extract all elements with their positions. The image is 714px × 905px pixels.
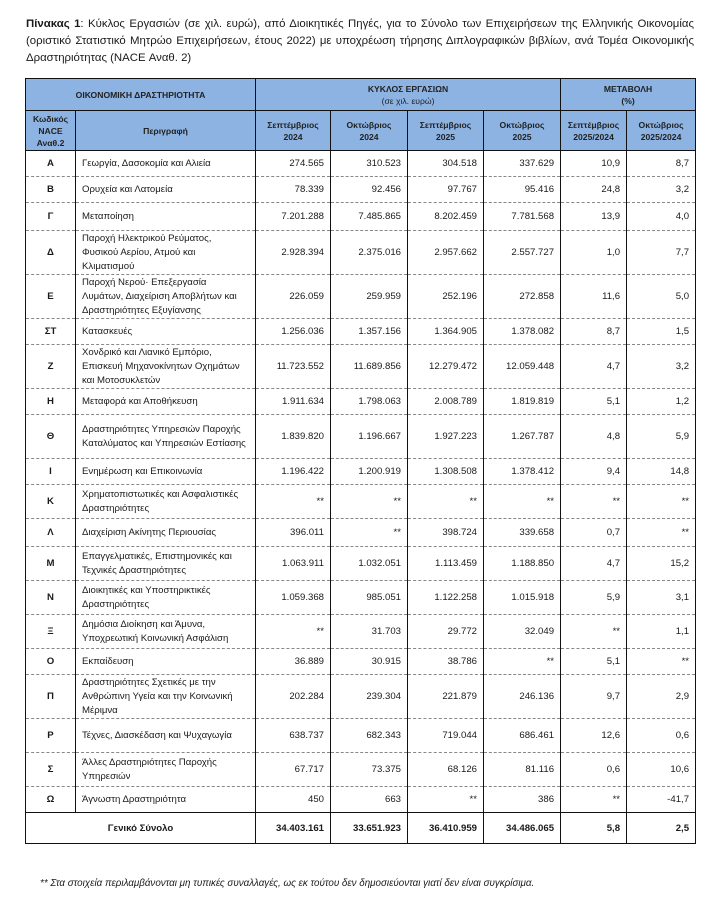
cell-sep24: **	[256, 615, 331, 649]
cell-desc: Παροχή Νερού· Επεξεργασία Λυμάτων, Διαχείριση Αποβλήτων και Δραστηριότητες Εξυγίανσης	[76, 275, 256, 319]
cell-sep24: 1.063.911	[256, 547, 331, 581]
cell-ch-oct: 1,1	[627, 615, 696, 649]
cell-sep24: 1.059.368	[256, 581, 331, 615]
cell-ch-oct: 3,1	[627, 581, 696, 615]
caption-text: : Κύκλος Εργασιών (σε χιλ. ευρώ), από Διοικητικές Πηγές, για το Σύνολο των Επιχειρήσεων της Ελληνικής Οικονομίας (οριστικό Στατιστικό Μητρώο Επιχειρήσεων, έτους 2022) με υποχρέωση τήρησης Διπλογραφικών βιβλίων, ανά Τομέα Οικονομικής Δραστηριότητας (NACE Αναθ. 2)	[26, 18, 694, 64]
cell-code: Β	[26, 177, 76, 203]
cell-sep25: 719.044	[408, 719, 484, 753]
cell-ch-sep: 8,7	[561, 319, 627, 345]
col-header-sep-2025: Σεπτέμβριος 2025	[408, 111, 484, 151]
cell-sep25: 1.122.258	[408, 581, 484, 615]
cell-code: Ε	[26, 275, 76, 319]
cell-code: Λ	[26, 519, 76, 547]
cell-sep25: **	[408, 485, 484, 519]
cell-sep24: 1.196.422	[256, 459, 331, 485]
table-row	[26, 649, 696, 675]
cell-sep24: 78.339	[256, 177, 331, 203]
cell-desc: Δραστηριότητες Υπηρεσιών Παροχής Καταλύματος και Υπηρεσιών Εστίασης	[76, 415, 256, 459]
cell-sep25: 252.196	[408, 275, 484, 319]
cell-sep24: 1.256.036	[256, 319, 331, 345]
cell-sep24: 450	[256, 787, 331, 813]
cell-ch-oct: 4,0	[627, 203, 696, 231]
cell-sep24: 638.737	[256, 719, 331, 753]
cell-ch-sep: **	[561, 615, 627, 649]
cell-sep25: 29.772	[408, 615, 484, 649]
cell-desc: Παροχή Ηλεκτρικού Ρεύματος, Φυσικού Αερίου, Ατμού και Κλιματισμού	[76, 231, 256, 275]
cell-ch-sep: 1,0	[561, 231, 627, 275]
cell-oct24: 985.051	[331, 581, 408, 615]
cell-ch-oct: 1,2	[627, 389, 696, 415]
cell-desc: Διαχείριση Ακίνητης Περιουσίας	[76, 519, 256, 547]
cell-sep24: 11.723.552	[256, 345, 331, 389]
cell-oct24: 11.689.856	[331, 345, 408, 389]
cell-code: Α	[26, 151, 76, 177]
cell-code: Ν	[26, 581, 76, 615]
cell-sep24: 396.011	[256, 519, 331, 547]
cell-sep24: 7.201.288	[256, 203, 331, 231]
cell-ch-oct: **	[627, 649, 696, 675]
cell-desc: Κατασκευές	[76, 319, 256, 345]
table-row	[26, 203, 696, 231]
col-header-code: Κωδικός NACE Αναθ.2	[26, 111, 76, 151]
cell-ch-oct: 3,2	[627, 345, 696, 389]
cell-code: Π	[26, 675, 76, 719]
cell-oct25: 272.858	[484, 275, 561, 319]
col-header-change-sep: Σεπτέμβριος 2025/2024	[561, 111, 627, 151]
table-row	[26, 519, 696, 547]
cell-ch-oct: 5,0	[627, 275, 696, 319]
cell-desc: Μεταποίηση	[76, 203, 256, 231]
cell-oct25: 1.267.787	[484, 415, 561, 459]
cell-ch-sep: 4,8	[561, 415, 627, 459]
col-header-sep-2024: Σεπτέμβριος 2024	[256, 111, 331, 151]
total-ch-oct: 2,5	[627, 813, 696, 844]
header-economic-activity: ΟΙΚΟΝΟΜΙΚΗ ΔΡΑΣΤΗΡΙΟΤΗΤΑ	[26, 79, 256, 111]
cell-desc: Εκπαίδευση	[76, 649, 256, 675]
cell-oct25: 386	[484, 787, 561, 813]
cell-ch-sep: 4,7	[561, 345, 627, 389]
cell-code: Η	[26, 389, 76, 415]
table-row	[26, 345, 696, 389]
cell-oct25: 1.378.412	[484, 459, 561, 485]
cell-code: Μ	[26, 547, 76, 581]
cell-sep25: 221.879	[408, 675, 484, 719]
cell-oct25: 81.116	[484, 753, 561, 787]
cell-ch-oct: -41,7	[627, 787, 696, 813]
cell-ch-oct: 3,2	[627, 177, 696, 203]
col-header-description: Περιγραφή	[76, 111, 256, 151]
cell-ch-oct: 15,2	[627, 547, 696, 581]
cell-oct24: 1.357.156	[331, 319, 408, 345]
cell-oct25: **	[484, 485, 561, 519]
table-row	[26, 787, 696, 813]
cell-ch-sep: 9,4	[561, 459, 627, 485]
cell-oct25: 7.781.568	[484, 203, 561, 231]
cell-code: Ι	[26, 459, 76, 485]
cell-sep25: 97.767	[408, 177, 484, 203]
cell-oct24: 2.375.016	[331, 231, 408, 275]
header-turnover	[256, 79, 561, 111]
cell-ch-sep: 5,1	[561, 649, 627, 675]
cell-sep25: 1.113.459	[408, 547, 484, 581]
cell-oct25: 1.819.819	[484, 389, 561, 415]
cell-desc: Ενημέρωση και Επικοινωνία	[76, 459, 256, 485]
table-row	[26, 719, 696, 753]
cell-sep24: 2.928.394	[256, 231, 331, 275]
table-row	[26, 389, 696, 415]
cell-sep24: 36.889	[256, 649, 331, 675]
cell-code: Κ	[26, 485, 76, 519]
cell-ch-sep: 11,6	[561, 275, 627, 319]
cell-ch-sep: 0,7	[561, 519, 627, 547]
total-oct25: 34.486.065	[484, 813, 561, 844]
header-turnover-title: ΚΥΚΛΟΣ ΕΡΓΑΣΙΩΝ	[367, 83, 449, 94]
cell-oct25: 95.416	[484, 177, 561, 203]
cell-desc: Χονδρικό και Λιανικό Εμπόριο, Επισκευή Μηχανοκίνητων Οχημάτων και Μοτοσυκλετών	[76, 345, 256, 389]
table-caption	[26, 16, 694, 67]
cell-ch-oct: **	[627, 485, 696, 519]
cell-oct24: 239.304	[331, 675, 408, 719]
cell-sep24: 274.565	[256, 151, 331, 177]
cell-oct24: 1.032.051	[331, 547, 408, 581]
table-row	[26, 151, 696, 177]
cell-oct24: 30.915	[331, 649, 408, 675]
cell-code: Σ	[26, 753, 76, 787]
cell-oct24: 259.959	[331, 275, 408, 319]
cell-desc: Διοικητικές και Υποστηρικτικές Δραστηριότητες	[76, 581, 256, 615]
cell-desc: Άλλες Δραστηριότητες Παροχής Υπηρεσιών	[76, 753, 256, 787]
cell-sep24: 1.839.820	[256, 415, 331, 459]
cell-code: Ο	[26, 649, 76, 675]
total-label: Γενικό Σύνολο	[26, 813, 256, 844]
cell-ch-sep: 5,9	[561, 581, 627, 615]
table-row	[26, 275, 696, 319]
table-row	[26, 177, 696, 203]
col-header-oct-2024: Οκτώβριος 2024	[331, 111, 408, 151]
table-row	[26, 485, 696, 519]
header-change-unit: (%)	[621, 95, 635, 106]
cell-desc: Γεωργία, Δασοκομία και Αλιεία	[76, 151, 256, 177]
cell-oct24: 31.703	[331, 615, 408, 649]
cell-sep25: 2.008.789	[408, 389, 484, 415]
cell-oct24: 1.798.063	[331, 389, 408, 415]
cell-code: Ω	[26, 787, 76, 813]
cell-oct25: 2.557.727	[484, 231, 561, 275]
cell-desc: Δημόσια Διοίκηση και Άμυνα, Υποχρεωτική Κοινωνική Ασφάλιση	[76, 615, 256, 649]
table-row	[26, 675, 696, 719]
cell-ch-oct: 1,5	[627, 319, 696, 345]
cell-ch-sep: 10,9	[561, 151, 627, 177]
total-sep25: 36.410.959	[408, 813, 484, 844]
cell-desc: Άγνωστη Δραστηριότητα	[76, 787, 256, 813]
cell-sep25: 2.957.662	[408, 231, 484, 275]
cell-ch-oct: 5,9	[627, 415, 696, 459]
header-change-title: ΜΕΤΑΒΟΛΗ	[603, 83, 653, 94]
cell-ch-sep: 13,9	[561, 203, 627, 231]
cell-ch-oct: **	[627, 519, 696, 547]
cell-oct25: 12.059.448	[484, 345, 561, 389]
table-row	[26, 615, 696, 649]
cell-ch-oct: 10,6	[627, 753, 696, 787]
cell-ch-sep: 5,1	[561, 389, 627, 415]
cell-desc: Μεταφορά και Αποθήκευση	[76, 389, 256, 415]
col-header-oct-2025: Οκτώβριος 2025	[484, 111, 561, 151]
cell-oct25: 1.378.082	[484, 319, 561, 345]
cell-oct25: 686.461	[484, 719, 561, 753]
cell-oct25: 337.629	[484, 151, 561, 177]
table-row	[26, 319, 696, 345]
cell-oct24: 663	[331, 787, 408, 813]
cell-oct24: 92.456	[331, 177, 408, 203]
cell-oct24: 310.523	[331, 151, 408, 177]
cell-oct24: 682.343	[331, 719, 408, 753]
cell-oct25: 339.658	[484, 519, 561, 547]
cell-oct24: 73.375	[331, 753, 408, 787]
cell-ch-sep: 24,8	[561, 177, 627, 203]
cell-ch-oct: 2,9	[627, 675, 696, 719]
cell-oct24: 1.200.919	[331, 459, 408, 485]
cell-code: ΣΤ	[26, 319, 76, 345]
cell-oct24: 1.196.667	[331, 415, 408, 459]
cell-desc: Τέχνες, Διασκέδαση και Ψυχαγωγία	[76, 719, 256, 753]
cell-sep25: 1.308.508	[408, 459, 484, 485]
cell-oct24: **	[331, 519, 408, 547]
cell-sep24: 1.911.634	[256, 389, 331, 415]
cell-oct25: 246.136	[484, 675, 561, 719]
cell-oct25: 1.188.850	[484, 547, 561, 581]
total-ch-sep: 5,8	[561, 813, 627, 844]
cell-oct25: 32.049	[484, 615, 561, 649]
cell-sep25: 8.202.459	[408, 203, 484, 231]
table-row	[26, 459, 696, 485]
table-row	[26, 547, 696, 581]
cell-oct24: **	[331, 485, 408, 519]
cell-code: Ζ	[26, 345, 76, 389]
cell-sep25: 38.786	[408, 649, 484, 675]
cell-sep24: 67.717	[256, 753, 331, 787]
cell-sep25: 1.927.223	[408, 415, 484, 459]
cell-desc: Χρηματοπιστωτικές και Ασφαλιστικές Δραστηριότητες	[76, 485, 256, 519]
table-body	[26, 151, 696, 844]
cell-sep24: 226.059	[256, 275, 331, 319]
cell-ch-oct: 14,8	[627, 459, 696, 485]
table-row	[26, 753, 696, 787]
total-oct24: 33.651.923	[331, 813, 408, 844]
cell-oct25: **	[484, 649, 561, 675]
table-row	[26, 231, 696, 275]
cell-sep25: 1.364.905	[408, 319, 484, 345]
cell-ch-oct: 0,6	[627, 719, 696, 753]
cell-code: Ξ	[26, 615, 76, 649]
cell-sep25: 12.279.472	[408, 345, 484, 389]
cell-code: Δ	[26, 231, 76, 275]
cell-code: Γ	[26, 203, 76, 231]
col-header-change-oct: Οκτώβριος 2025/2024	[627, 111, 696, 151]
caption-label: Πίνακας 1	[26, 18, 81, 30]
cell-ch-sep: 4,7	[561, 547, 627, 581]
footnote: ** Στα στοιχεία περιλαμβάνονται μη τυπικές συναλλαγές, ως εκ τούτου δεν δημοσιεύονται γιατί δεν είναι συγκρίσιμα.	[40, 878, 535, 889]
cell-ch-sep: **	[561, 787, 627, 813]
cell-ch-sep: 9,7	[561, 675, 627, 719]
cell-code: Θ	[26, 415, 76, 459]
cell-desc: Ορυχεία και Λατομεία	[76, 177, 256, 203]
cell-code: Ρ	[26, 719, 76, 753]
header-turnover-unit: (σε χιλ. ευρώ)	[381, 95, 435, 106]
table-row	[26, 581, 696, 615]
cell-desc: Δραστηριότητες Σχετικές με την Ανθρώπινη Υγεία και την Κοινωνική Μέριμνα	[76, 675, 256, 719]
cell-ch-sep: 0,6	[561, 753, 627, 787]
total-row	[26, 813, 696, 844]
cell-sep25: 398.724	[408, 519, 484, 547]
cell-desc: Επαγγελματικές, Επιστημονικές και Τεχνικές Δραστηριότητες	[76, 547, 256, 581]
cell-ch-sep: **	[561, 485, 627, 519]
cell-ch-oct: 8,7	[627, 151, 696, 177]
cell-sep25: **	[408, 787, 484, 813]
cell-sep25: 304.518	[408, 151, 484, 177]
total-sep24: 34.403.161	[256, 813, 331, 844]
turnover-table	[25, 78, 696, 844]
cell-oct25: 1.015.918	[484, 581, 561, 615]
table-row	[26, 415, 696, 459]
cell-sep24: 202.284	[256, 675, 331, 719]
cell-ch-sep: 12,6	[561, 719, 627, 753]
cell-sep25: 68.126	[408, 753, 484, 787]
cell-ch-oct: 7,7	[627, 231, 696, 275]
cell-sep24: **	[256, 485, 331, 519]
cell-oct24: 7.485.865	[331, 203, 408, 231]
header-change	[561, 79, 696, 111]
